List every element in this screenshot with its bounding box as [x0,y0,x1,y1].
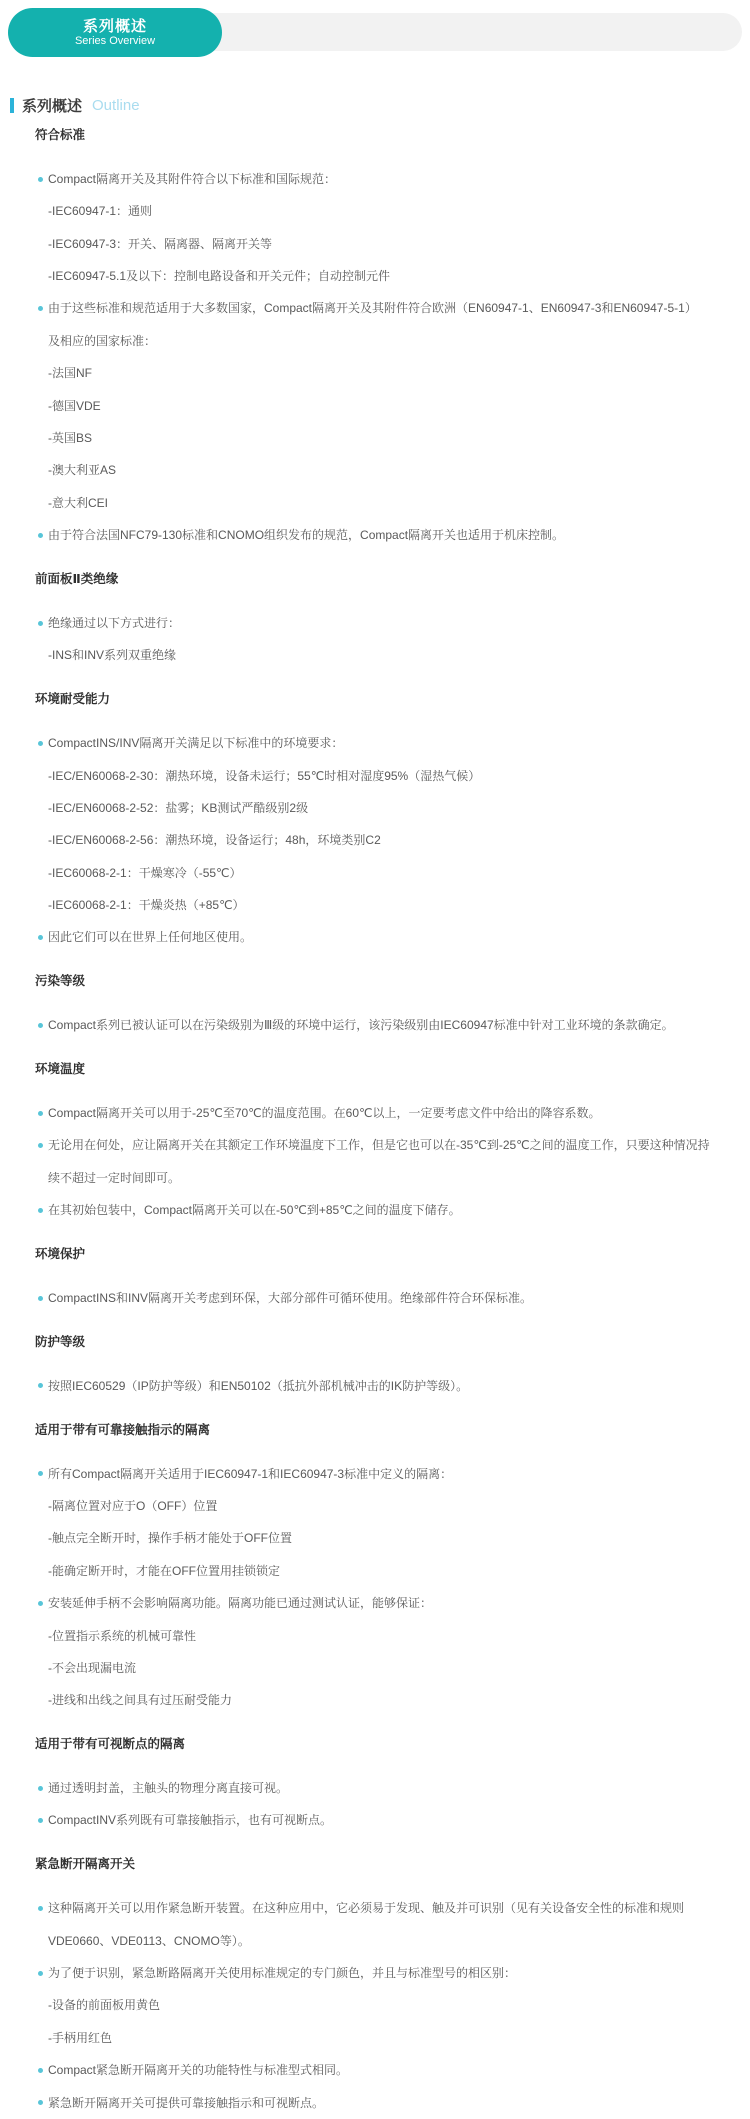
section-heading: 污染等级 [35,974,86,989]
section [0,1414,750,1717]
bullet-icon [38,1818,43,1823]
bullet-item [0,1009,750,1041]
section-heading: 环境保护 [35,1247,86,1262]
section [0,1326,750,1402]
item-text: -触点完全断开时，操作手柄才能处于OFF位置 [48,1531,292,1546]
item-text: CompactINS和INV隔离开关考虑到环保，大部分部件可循环使用。绝缘部件符合环保标准。 [48,1291,533,1305]
sub-item [0,792,750,824]
bullet-icon [38,1296,43,1301]
section-heading: 环境耐受能力 [35,692,111,707]
item-text: -IEC/EN60068-2-30：潮热环境，设备未运行；55℃时相对湿度95%（湿热气候） [48,768,481,783]
item-text: -IEC60068-2-1：干燥寒冷（-55℃） [48,865,242,880]
sub-item [0,857,750,889]
bullet-icon [38,1143,43,1148]
sub-item [0,422,750,454]
sub-item [0,639,750,671]
item-text: Compact紧急断开隔离开关的功能特性与标准型式相同。 [48,2063,349,2078]
bullet-icon [38,1601,43,1606]
item-text: 安装延伸手柄不会影响隔离功能。隔离功能已通过测试认证，能够保证： [48,1596,433,1611]
series-overview-badge [8,8,222,57]
sub-item [0,1490,750,1522]
page-title: 系列概述 [22,97,83,115]
sub-item [0,454,750,486]
page-header [0,0,750,62]
bullet-icon [38,1111,43,1116]
bullet-icon [38,1023,43,1028]
bullet-item [0,1892,750,1924]
item-text: 因此它们可以在世界上任何地区使用。 [48,930,253,945]
bullet-icon [38,621,43,626]
sub-item [0,1652,750,1684]
sub-item [0,1555,750,1587]
sub-item [0,195,750,227]
bullet-item [0,1957,750,1989]
sub-item [0,1522,750,1554]
item-text: -IEC60947-5.1及以下：控制电路设备和开关元件；自动控制元件 [48,269,391,284]
section [0,965,750,1041]
item-text: -设备的前面板用黄色 [48,1998,160,2013]
section [0,1848,750,2119]
item-text: Compact隔离开关可以用于-25℃至70℃的温度范围。在60℃以上，一定要考虑文件中给出的降容系数。 [48,1106,601,1121]
bullet-icon [38,1208,43,1213]
sub-item [0,487,750,519]
bullet-item [0,1282,750,1314]
bullet-item [0,1097,750,1129]
bullet-item [0,163,750,195]
bullet-item [0,1804,750,1836]
item-text: -IEC/EN60068-2-52：盐雾；KB测试严酷级别2级 [48,800,309,815]
section [0,119,750,552]
section-heading: 防护等级 [35,1334,86,1349]
item-text: CompactINV系列既有可靠接触指示，也有可视断点。 [48,1813,333,1828]
section [0,563,750,672]
section-heading: 前面板Ⅱ类绝缘 [35,572,119,587]
item-text: Compact隔离开关及其附件符合以下标准和国际规范： [48,171,337,186]
item-text: CompactINS/INV隔离开关满足以下标准中的环境要求： [48,736,344,751]
content [0,119,750,2119]
item-text: -IEC60947-1：通则 [48,204,153,219]
item-text: 无论用在何处，应让隔离开关在其额定工作环境温度下工作，但是它也可以在-35℃到-25℃之间的温度工作，只要这种情况持 [48,1138,710,1153]
bullet-item [0,1772,750,1804]
section [0,1053,750,1226]
bullet-icon [38,1383,43,1388]
bullet-item [0,519,750,551]
item-text: 续不超过一定时间即可。 [48,1170,181,1185]
sub-item [0,760,750,792]
item-text: -隔离位置对应于O（OFF）位置 [48,1498,218,1513]
section-heading: 环境温度 [35,1062,86,1077]
accent-bar-icon [10,98,14,113]
bullet-item [0,2054,750,2086]
bullet-icon [38,533,43,538]
item-text: -德国VDE [48,398,101,413]
sub-item [0,390,750,422]
item-text: -澳大利亚AS [48,463,117,478]
bullet-icon [38,741,43,746]
section-heading: 适用于带有可靠接触指示的隔离 [35,1422,211,1437]
item-text: -法国NF [48,366,92,381]
item-text: -能确定断开时，才能在OFF位置用挂锁锁定 [48,1563,280,1578]
bullet-item [0,1370,750,1402]
item-text: 紧急断开隔离开关可提供可靠接触指示和可视断点。 [48,2095,325,2110]
item-text: -IEC60947-3：开关、隔离器、隔离开关等 [48,236,273,251]
bullet-icon [38,177,43,182]
item-text: -进线和出线之间具有过压耐受能力 [48,1693,232,1708]
sub-item [0,357,750,389]
page-subtitle: Outline [92,96,140,114]
item-text: VDE0660、VDE0113、CNOMO等）。 [48,1933,250,1948]
continuation-line [0,325,750,357]
item-text: -英国BS [48,431,93,446]
item-text: 按照IEC60529（IP防护等级）和EN50102（抵抗外部机械冲击的IK防护等级）。 [48,1378,469,1393]
bullet-item [0,1458,750,1490]
bullet-icon [38,306,43,311]
item-text: 由于这些标准和规范适用于大多数国家，Compact隔离开关及其附件符合欧洲（EN60947-1、EN60947-3和EN60947-5-1） [48,301,697,316]
item-text: 及相应的国家标准： [48,333,157,348]
sub-item [0,1620,750,1652]
bullet-item [0,607,750,639]
item-text: -IEC60068-2-1：干燥炎热（+85℃） [48,898,245,913]
item-text: -INS和INV系列双重绝缘 [48,648,177,663]
continuation-line [0,1162,750,1194]
bullet-icon [38,1906,43,1911]
bullet-icon [38,935,43,940]
sub-item [0,889,750,921]
badge-title: 系列概述 [82,17,147,35]
item-text: -不会出现漏电流 [48,1660,136,1675]
bullet-item [0,1194,750,1226]
item-text: -IEC/EN60068-2-56：潮热环境，设备运行；48h，环境类别C2 [48,833,381,848]
item-text: 绝缘通过以下方式进行： [48,615,181,630]
section-heading: 符合标准 [35,128,86,142]
bullet-item [0,921,750,953]
bullet-item [0,292,750,324]
item-text: 由于符合法国NFC79-130标准和CNOMO组织发布的规范，Compact隔离开关也适用于机床控制。 [48,528,565,543]
item-text: 在其初始包装中，Compact隔离开关可以在-50℃到+85℃之间的温度下储存。 [48,1203,461,1218]
bullet-icon [38,1471,43,1476]
item-text: Compact系列已被认证可以在污染级别为Ⅲ级的环境中运行，该污染级别由IEC60947标准中针对工业环境的条款确定。 [48,1018,674,1033]
item-text: 这种隔离开关可以用作紧急断开装置。在这种应用中，它必须易于发现、触及并可识别（见有关设备安全性的标准和规则 [48,1901,685,1916]
item-text: -意大利CEI [48,495,109,510]
bullet-item [0,1129,750,1161]
sub-item [0,2022,750,2054]
item-text: 为了便于识别，紧急断路隔离开关使用标准规定的专门颜色，并且与标准型号的相区别： [48,1966,517,1981]
bullet-item [0,727,750,759]
sub-item [0,1684,750,1716]
section [0,1238,750,1314]
bullet-icon [38,1971,43,1976]
bullet-icon [38,2068,43,2073]
page-heading [10,96,750,114]
section [0,1728,750,1837]
sub-item [0,824,750,856]
sub-item [0,260,750,292]
bullet-item [0,1587,750,1619]
bullet-icon [38,1786,43,1791]
item-text: -位置指示系统的机械可靠性 [48,1628,196,1643]
item-text: 通过透明封盖，主触头的物理分离直接可视。 [48,1781,289,1796]
section-heading: 适用于带有可视断点的隔离 [35,1737,186,1752]
section-heading: 紧急断开隔离开关 [35,1857,136,1872]
continuation-line [0,1925,750,1957]
item-text: 所有Compact隔离开关适用于IEC60947-1和IEC60947-3标准中定义的隔离： [48,1466,453,1481]
badge-subtitle: Series Overview [74,34,156,47]
sub-item [0,228,750,260]
bullet-item [0,2087,750,2119]
section [0,683,750,954]
item-text: -手柄用红色 [48,2030,112,2045]
bullet-icon [38,2100,43,2105]
sub-item [0,1989,750,2021]
